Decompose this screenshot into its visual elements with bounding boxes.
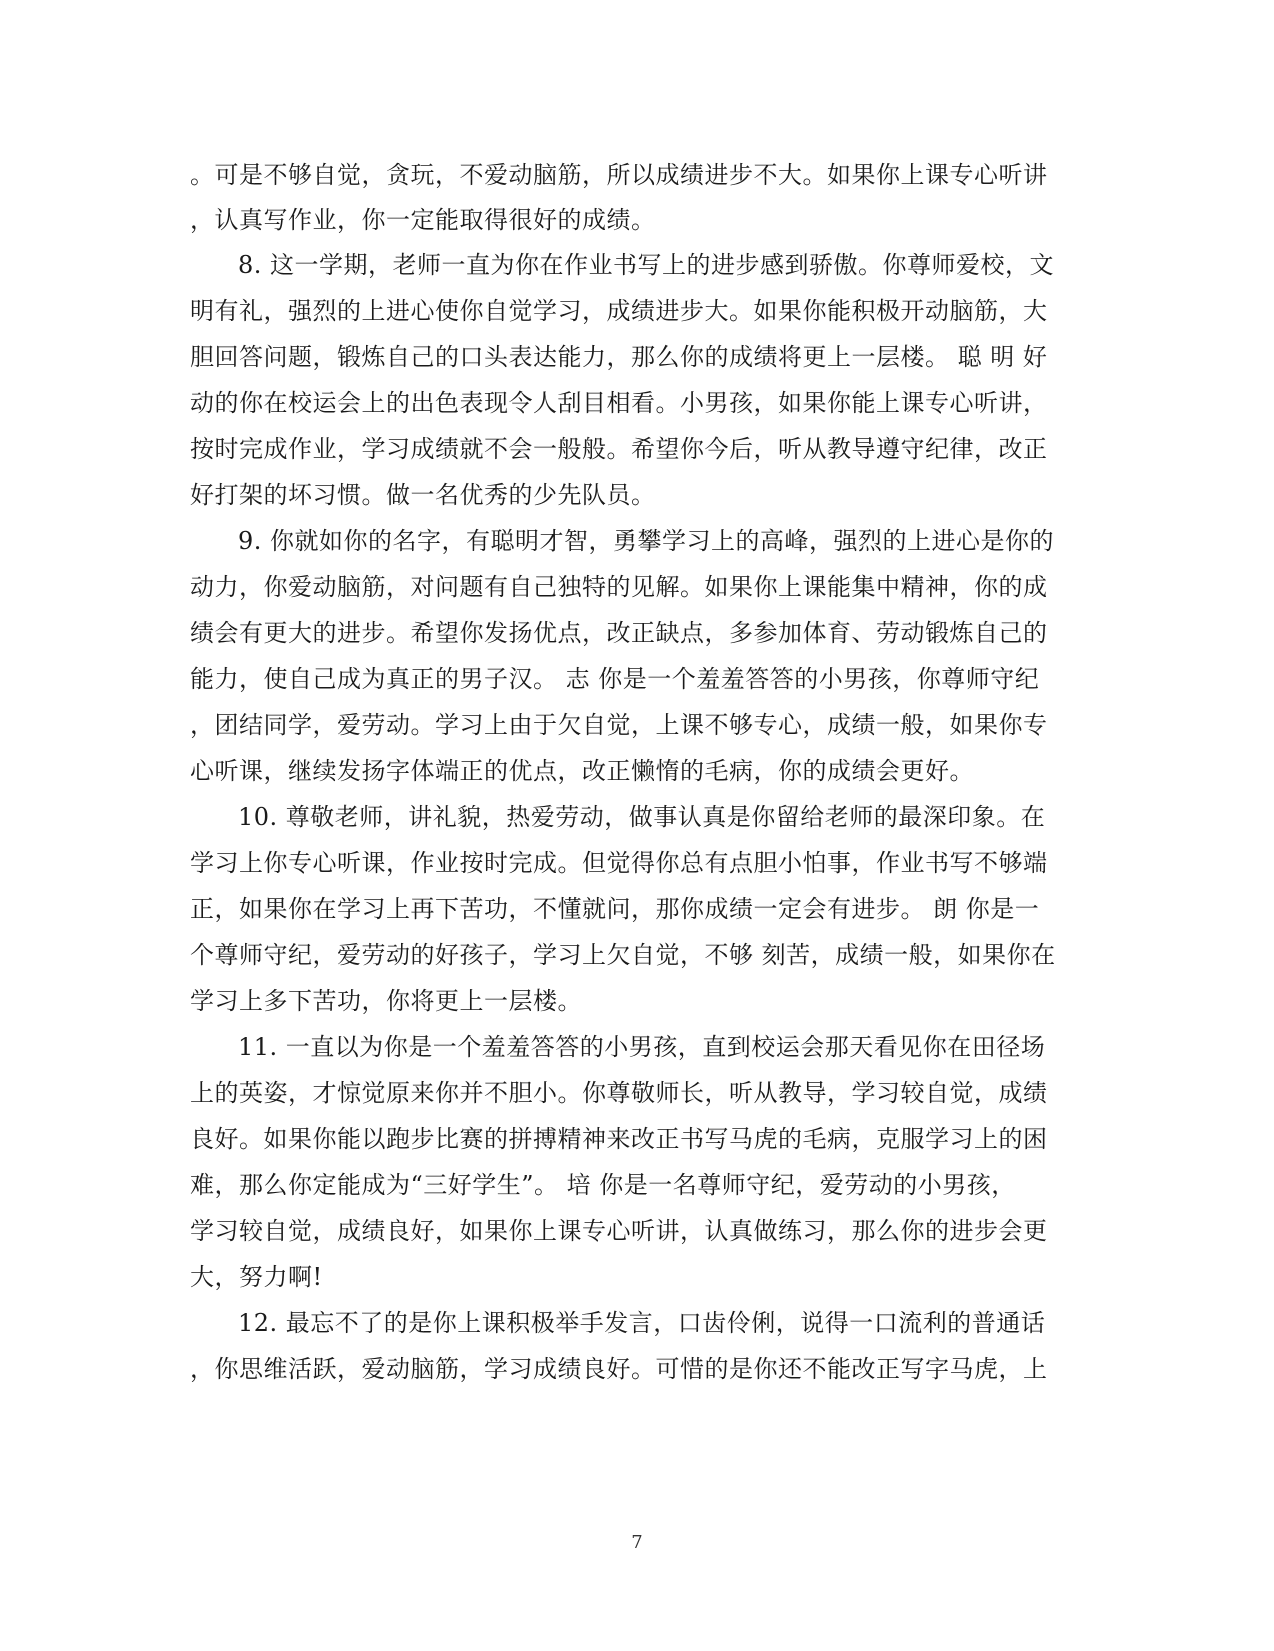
text-line: 良好。如果你能以跑步比赛的拼搏精神来改正书写马虎的毛病，克服学习上的困 — [190, 1125, 1048, 1153]
text-line: 学习上你专心听课，作业按时完成。但觉得你总有点胆小怕事，作业书写不够端 — [190, 849, 1048, 877]
text-line: 上的英姿，才惊觉原来你并不胆小。你尊敬师长，听从教导，学习较自觉，成绩 — [190, 1079, 1048, 1107]
text-line: 学习上多下苦功，你将更上一层楼。 — [190, 987, 582, 1015]
paragraph-8-start: 8. 这一学期，老师一直为你在作业书写上的进步感到骄傲。你尊师爱校，文 — [238, 251, 1055, 279]
page-number: 7 — [631, 1532, 643, 1553]
paragraph-11-start: 11. 一直以为你是一个羞羞答答的小男孩，直到校运会那天看见你在田径场 — [238, 1033, 1046, 1061]
text-line: 动力，你爱动脑筋，对问题有自己独特的见解。如果你上课能集中精神，你的成 — [190, 573, 1048, 601]
text-line: 胆回答问题，锻炼自己的口头表达能力，那么你的成绩将更上一层楼。 聪 明 好 — [190, 343, 1048, 371]
paragraph-9-start: 9. 你就如你的名字，有聪明才智，勇攀学习上的高峰，强烈的上进心是你的 — [238, 527, 1055, 555]
text-line: 动的你在校运会上的出色表现令人刮目相看。小男孩，如果你能上课专心听讲， — [190, 389, 1048, 417]
text-line: 好打架的坏习惯。做一名优秀的少先队员。 — [190, 481, 656, 509]
text-line: 学习较自觉，成绩良好，如果你上课专心听讲，认真做练习，那么你的进步会更 — [190, 1217, 1048, 1245]
text-line: 绩会有更大的进步。希望你发扬优点，改正缺点，多参加体育、劳动锻炼自己的 — [190, 619, 1048, 647]
text-line: 个尊师守纪，爱劳动的好孩子，学习上欠自觉，不够 刻苦，成绩一般，如果你在 — [190, 941, 1056, 969]
text-line: 明有礼，强烈的上进心使你自觉学习，成绩进步大。如果你能积极开动脑筋，大 — [190, 297, 1048, 325]
text-line: 按时完成作业，学习成绩就不会一般般。希望你今后，听从教导遵守纪律，改正 — [190, 435, 1048, 463]
text-line: ，团结同学，爱劳动。学习上由于欠自觉，上课不够专心，成绩一般，如果你专 — [190, 711, 1048, 739]
paragraph-10-start: 10. 尊敬老师，讲礼貌，热爱劳动，做事认真是你留给老师的最深印象。在 — [238, 803, 1046, 831]
text-line: 难，那么你定能成为“三好学生”。 培 你是一名尊师守纪，爱劳动的小男孩， — [190, 1171, 1016, 1199]
text-line: 。可是不够自觉，贪玩，不爱动脑筋，所以成绩进步不大。如果你上课专心听讲 — [190, 161, 1048, 189]
text-line: 心听课，继续发扬字体端正的优点，改正懒惰的毛病，你的成绩会更好。 — [190, 757, 974, 785]
text-line: ，你思维活跃，爱动脑筋，学习成绩良好。可惜的是你还不能改正写字马虎，上 — [190, 1355, 1048, 1383]
text-line: 大，努力啊! — [190, 1263, 323, 1291]
text-line: 能力，使自己成为真正的男子汉。 志 你是一个羞羞答答的小男孩，你尊师守纪 — [190, 665, 1040, 693]
text-line: 正，如果你在学习上再下苦功，不懂就问，那你成绩一定会有进步。 朗 你是一 — [190, 895, 1040, 923]
text-line: ，认真写作业，你一定能取得很好的成绩。 — [190, 206, 656, 234]
paragraph-12-start: 12. 最忘不了的是你上课积极举手发言，口齿伶俐，说得一口流利的普通话 — [238, 1309, 1046, 1337]
